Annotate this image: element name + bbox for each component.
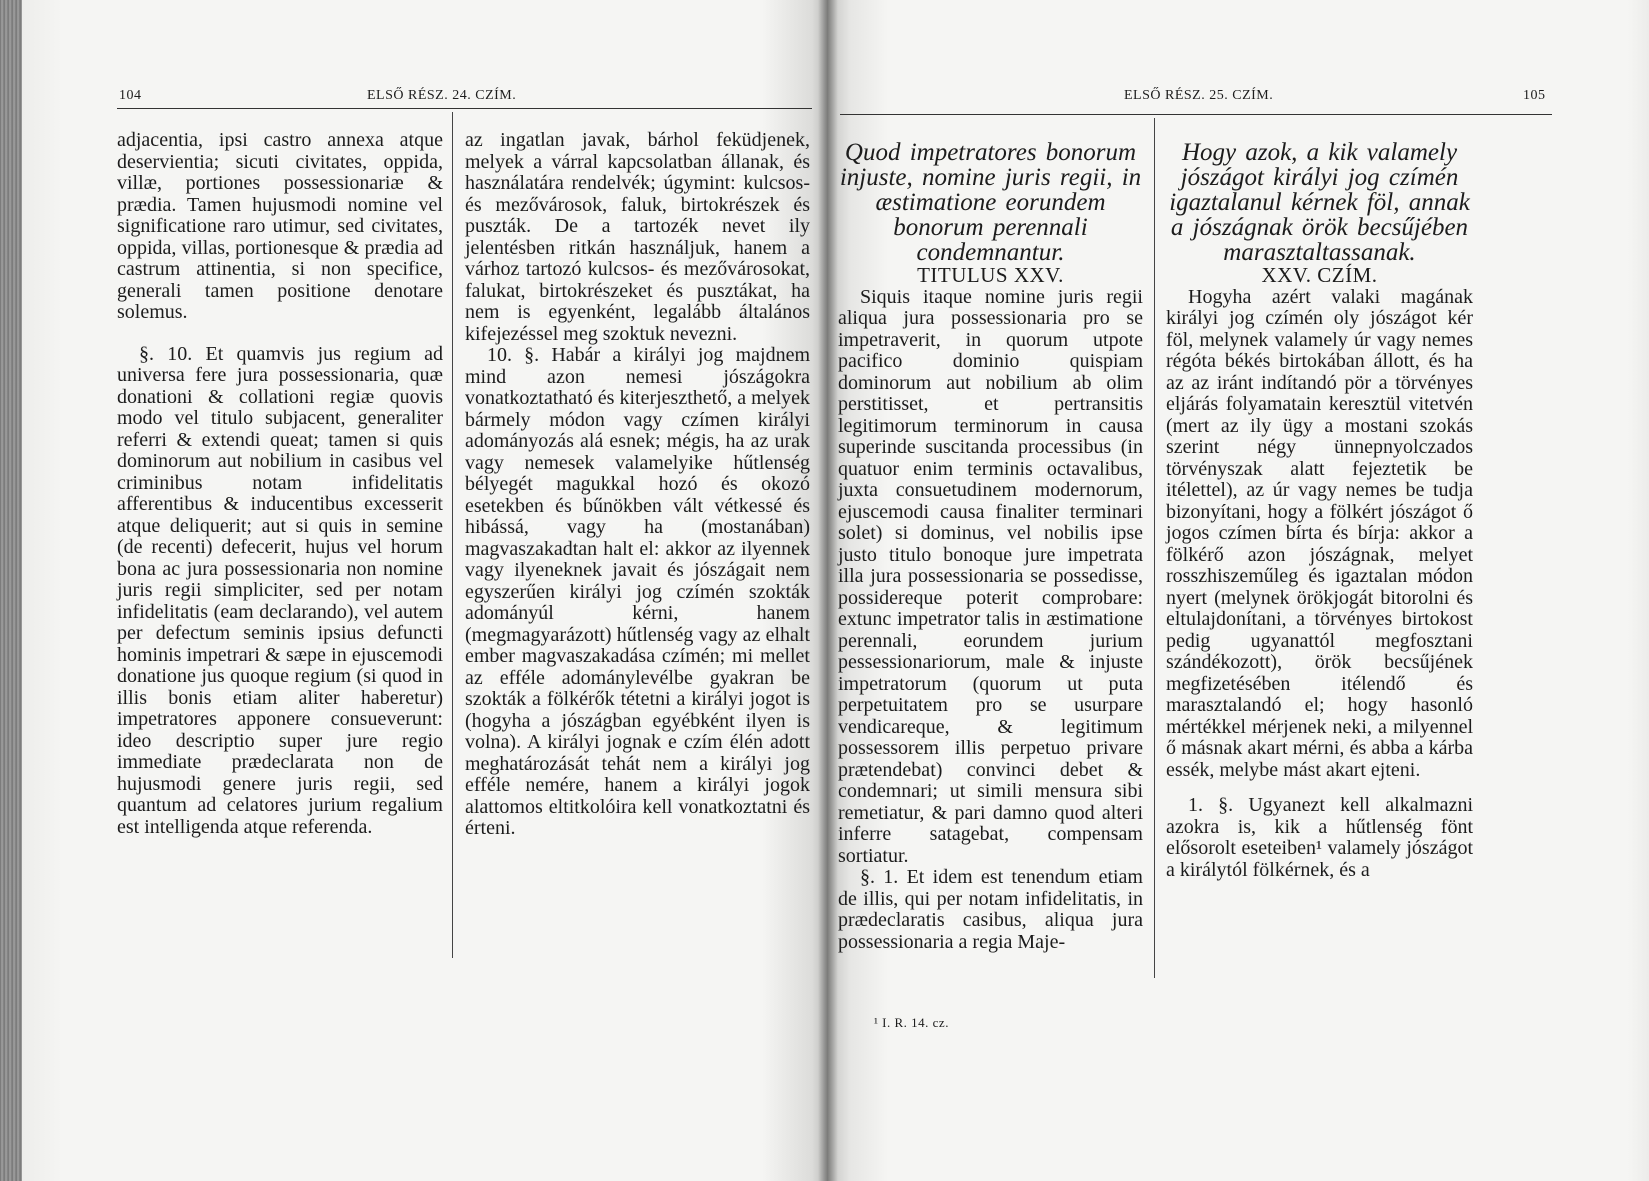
paragraph: Hogyha azért valaki magának királyi jog czímén oly jószágot kér föl, melynek valamely úr vagy nemes régóta békés birtokában állott, és ha az az iránt indítandó pör a törvényes eljárás folyamatain keresztül vitetvén (mert az ily ügy a mostani szokás szerint négy ünnepnyolczados törvényszak alatt fejeztetik be itélettel), az úr vagy nemes be tudja bizonyítani, hogy a fölkért jószágot ő jogos czímen bírta és bírja: akkor a fölkérő azon jószágnak, melyet rosszhiszeműleg és igaztalan módon nyert (melynek örökjogát bitorolni és eltulajdonítani, a törvényes birtokost pedig ugyanattól megfosztani szándékozott), örök becsűjének megfizetésében itélendő és marasztalandó el; hogy hasonló mértékkel mérjenek neki, a milyennel ő másnak akart mérni, és abba a kárba essék, melybe mást akart ejteni. — [1166, 285, 1473, 781]
running-head: ELSŐ RÉSZ. 25. CZÍM. — [1124, 88, 1274, 103]
paragraph: adjacentia, ipsi castro annexa atque deservientia; sicuti civitates, oppida, villæ, portiones possessionariæ & prædia. Tamen hujusmodi nomine vel significatione raro utimur, sed civitates, oppida, villas, portionesque & prædia ad castrum attinentia, si non specifice, generali tamen positione denotare solemus. — [117, 129, 443, 323]
paragraph: Siquis itaque nomine juris regii aliqua jura possessionaria pro se impetraverit, in quorum utpote pacifico dominio quispiam dominorum aut nobilium ab olim perstitisset, et pertransitis legitimorum terminorum in causa superinde suscitanda processibus (in quatuor enim terminis octavalibus, juxta consuetudinem modernorum, ejuscemodi causa finaliter terminari solet) si dominus, vel nobilis ipse justo titulo bonoque jure impetrata illa jura possessionaria se possedisse, possidereque poterit comprobare: extunc impetrator talis in æstimatione perennali, eorundem jurium pessessionariorum, male & injuste impetratorum (quorum ut puta perpetuitatem pro se usurpare vendicareque, & legitimum possessorem illis perpetuo privare prætendebat) convinci debet & condemnari; ut simili mensura sibi remetiatur, & pari damno quod alteri inferre satagebat, compensam sortiatur. — [838, 285, 1143, 867]
paragraph: az ingatlan javak, bárhol feküdjenek, melyek a várral kapcsolatban állanak, és használatára rendelvék; úgymint: kulcsos- és mezővárosok, faluk, birtokrészek és puszták. De a tartozék nevet ily jelentésben ritkán használjuk, hanem a várhoz tartozó kulcsos- és mezővárosokat, falukat, birtokrészeket és pusztákat, ha nem is egyenként, legalább általános kifejezéssel meg szoktuk nevezni. — [465, 129, 810, 345]
section-caption: TITULUS XXV. — [917, 263, 1064, 287]
latin-column — [838, 140, 1143, 953]
section-title: Hogy azok, a kik valamely jószágot királyi jog czímén igaztalanul kérnek föl, annak a jószágnak örök becsűjében marasztaltassanak. — [1169, 139, 1470, 266]
paragraph: 10. §. Habár a királyi jog majdnem mind azon nemesi jószágokra vonatkoztatható és kiterjeszthető, a melyek bármely módon vagy czímen királyi adományozás alá esnek; mégis, ha az urak vagy nemesek valamelyike hűtlenség bélyegét magukkal hozó és okozó esetekben és bűnökben vált vétkessé és hibássá, vagy ha (mostanában) magvaszakadtan halt el: akkor az ilyennek vagy ilyeneknek javait és jószágait nem egyszerűen királyi jog czímén szokták adományúl kérni, hanem (megmagyarázott) hűtlenség vagy az elhalt ember magvaszakadása czímén; mi mellet az efféle adománylevélbe gyakran be szokták a fölkérők tétetni a királyi jogot is (hogyha a jószágban egyébként ilyen is volna). A királyi jognak e czím élén adott meghatározását tehát nem a királyi jog efféle nemére, hanem a királyi jogok alattomos eltitkolóira kell vonatkoztatni és érteni. — [465, 344, 810, 839]
running-head: ELSŐ RÉSZ. 24. CZÍM. — [367, 88, 517, 103]
column-divider — [452, 112, 453, 958]
latin-column — [117, 130, 443, 838]
section-caption: XXV. CZÍM. — [1261, 263, 1378, 287]
header-rule — [840, 114, 1552, 115]
paragraph: §. 10. Et quamvis jus regium ad universa fere jura possessionaria, quæ donationi & collationi regiæ quovis modo vel titulo subjacent, generaliter referri & extendi queat; tamen si quis dominorum aut nobilium in casibus vel criminibus notam infidelitatis afferentibus & inducentibus excesserit atque deliquerit; aut si quis in semine (de recenti) defecerit, hujus vel horum bona ac jura possessionaria non nomine juris regii simpliciter, sed per notam infidelitatis (eam declarando), vel autem per defectum seminis ipsius defuncti hominis impetrari & sæpe in ejuscemodi donatione jus quoque regium (si quod in illis bonis etiam aliter haberetur) impetratores apponere consueverunt: ideo descriptio super jure regio immediate prædeclarata non de hujusmodi genere juris regii, sed quantum ad celatores jurium regalium est intelligenda atque referenda. — [117, 342, 443, 838]
page-number: 104 — [119, 88, 142, 103]
hungarian-column — [465, 130, 810, 840]
page-number: 105 — [1523, 88, 1546, 103]
footnote: ¹ I. R. 14. cz. — [874, 1015, 949, 1030]
book-gutter — [818, 0, 838, 1181]
left-page — [22, 0, 828, 1181]
right-page — [828, 0, 1649, 1181]
header-rule — [117, 108, 812, 109]
page-edges — [0, 0, 22, 1181]
paragraph: §. 1. Et idem est tenendum etiam de illis, qui per notam infidelitatis, in prædeclaratis casibus, aliqua jura possessionaria a regia Maje- — [838, 866, 1143, 953]
paragraph: 1. §. Ugyanezt kell alkalmazni azokra is, kik a hűtlenség fönt elősorolt eseteiben¹ valamely jószágot a királytól fölkérnek, és a — [1166, 794, 1473, 881]
section-title: Quod impetratores bonorum injuste, nomine juris regii, in æstimatione eorundem bonorum perennali condemnantur. — [839, 139, 1142, 266]
hungarian-column — [1166, 140, 1473, 881]
column-divider — [1154, 118, 1155, 978]
